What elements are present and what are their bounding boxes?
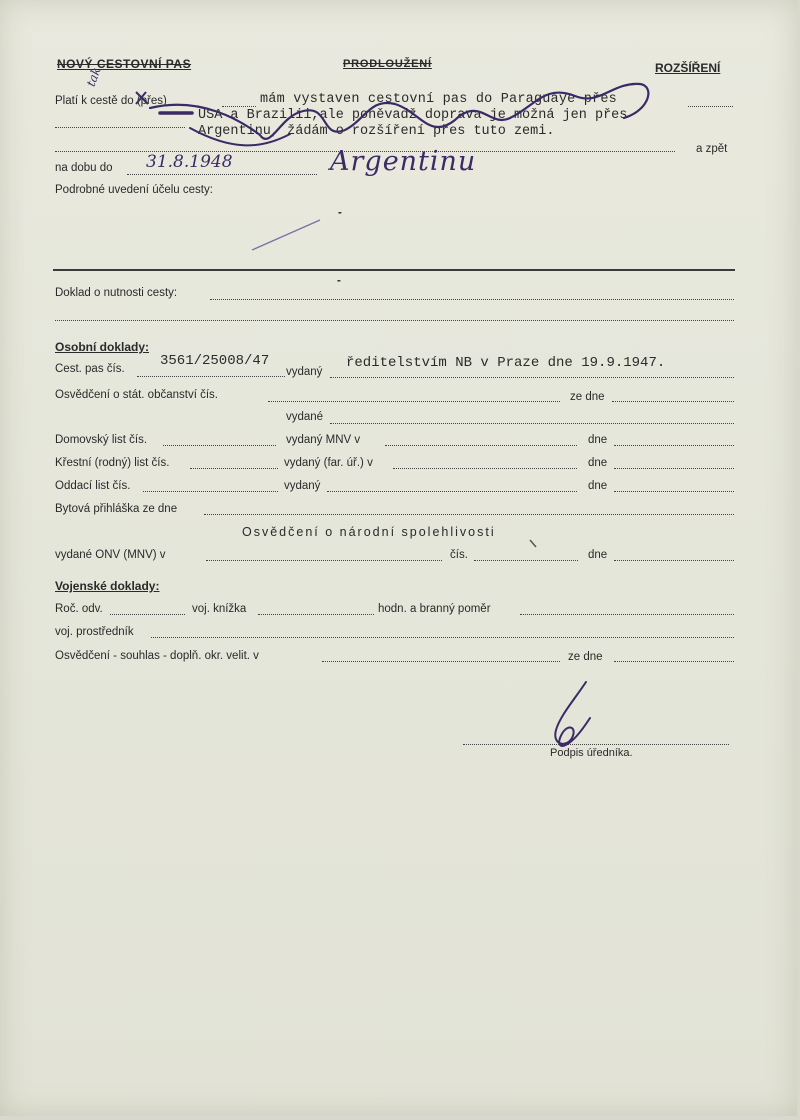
necessity-value: - [337, 275, 341, 287]
issued-label: vydaný [286, 366, 323, 378]
header-struck-left: NOVÝ CESTOVNÍ PAS [57, 57, 192, 71]
na-dobu-label: na dobu do [55, 162, 113, 174]
typed-destination-line2: USA a Brazilii,ale poněvadž doprava je možná jen přes [198, 108, 628, 123]
signature-ink [555, 682, 590, 746]
citizenship-label: Osvědčení o stát. občanství čís. [55, 389, 218, 401]
voj-knizka-label: voj. knížka [192, 603, 247, 615]
platny-label: Platí k cestě do (přes) [55, 95, 167, 107]
souhlas-label: Osvědčení - souhlas - doplň. okr. velit. v [55, 650, 259, 662]
ink-scribble [150, 84, 648, 139]
oddaci-label: Oddací list čís. [55, 480, 131, 492]
bytova-label: Bytová přihláška ze dne [55, 503, 178, 515]
typed-destination-line3: Argentinu, žádám o rozšíření přes tuto zemi. [198, 124, 555, 139]
passport-number: 3561/25008/47 [160, 353, 270, 369]
handwritten-country: Argentinu [330, 146, 477, 177]
dne-label: dne [588, 480, 608, 492]
ze-dne-label: ze dne [568, 651, 603, 663]
cis-label: čís. [450, 549, 468, 561]
a-zpet-label: a zpět [696, 143, 728, 155]
domovsky-label: Domovský list čís. [55, 434, 148, 446]
handwritten-insert: tak [83, 65, 104, 89]
typed-destination-line1: mám vystaven cestovní pas do Paraguaye přes [260, 92, 617, 107]
hodn-label: hodn. a branný poměr [378, 603, 491, 615]
dne-label: dne [588, 549, 608, 561]
ze-dne-label: ze dne [570, 391, 605, 403]
military-heading: Vojenské doklady: [55, 579, 160, 593]
ink-scribble-tail [190, 128, 290, 145]
krestni-label: Křestní (rodný) list čís. [55, 457, 170, 469]
ink-stray-line [252, 220, 320, 250]
passport-label: Cest. pas čís. [55, 363, 125, 375]
dne-label: dne [588, 434, 608, 446]
dne-label: dne [588, 457, 608, 469]
purpose-value: - [338, 207, 342, 219]
ink-tick [530, 540, 536, 547]
onv-label: vydané ONV (MNV) v [55, 549, 166, 561]
vydane-label: vydané [286, 411, 324, 423]
necessity-label: Doklad o nutnosti cesty: [55, 287, 178, 299]
prostrednik-label: voj. prostředník [55, 626, 134, 638]
vydany-mnv-label: vydaný MNV v [286, 434, 361, 446]
personal-heading: Osobní doklady: [55, 340, 150, 354]
ink-strike [136, 92, 148, 104]
purpose-label: Podrobné uvedení účelu cesty: [55, 184, 213, 196]
header-right: ROZŠÍŘENÍ [655, 61, 721, 75]
vydany-far-label: vydaný (far. úř.) v [284, 457, 373, 469]
signature-label: Podpis úředníka. [550, 747, 633, 759]
handwritten-date: 31.8.1948 [146, 152, 233, 172]
roc-odv-label: Roč. odv. [55, 603, 103, 615]
header-struck-middle: PRODLOUŽENÍ [343, 58, 432, 70]
vydany-label: vydaný [284, 480, 321, 492]
reliability-title: Osvědčení o národní spolehlivosti [242, 525, 496, 539]
issued-by: ředitelstvím NB v Praze dne 19.9.1947. [346, 355, 666, 371]
